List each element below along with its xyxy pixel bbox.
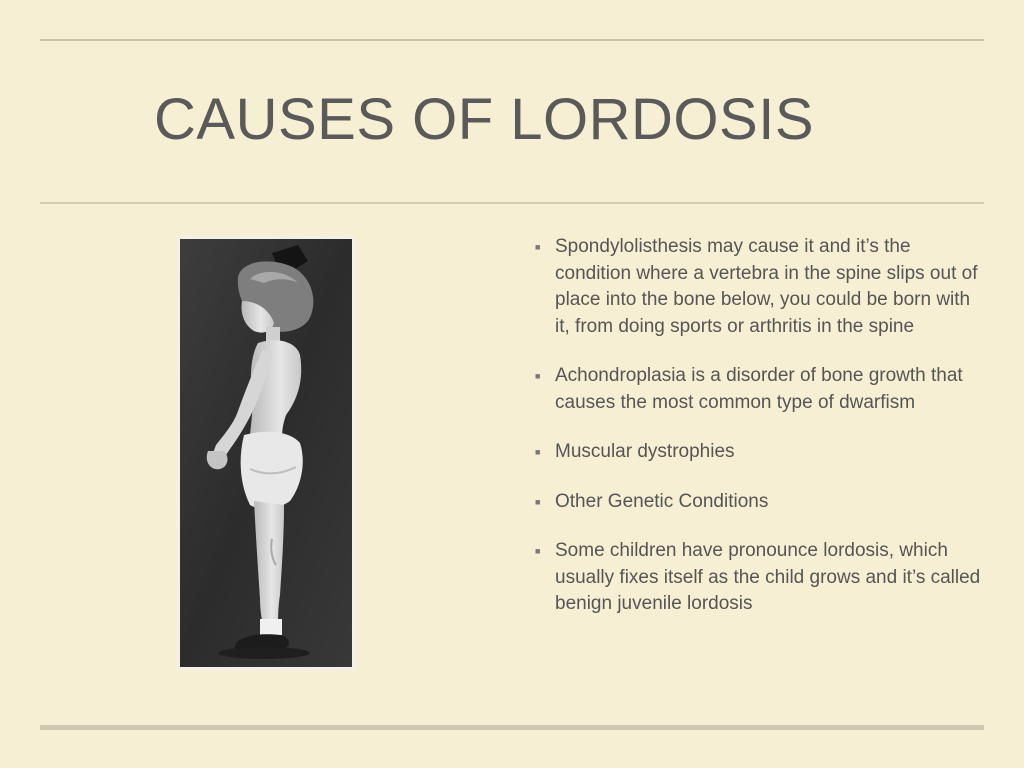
title-divider xyxy=(40,202,984,204)
list-item-text: Achondroplasia is a disorder of bone growth that causes the most common type of dwarfism xyxy=(555,365,963,413)
bullet-icon: ■ xyxy=(535,546,541,556)
list-item xyxy=(532,489,982,516)
bullet-icon: ■ xyxy=(535,371,541,381)
list-item-text: Muscular dystrophies xyxy=(555,441,735,462)
bottom-divider xyxy=(40,725,984,730)
list-item-text: Other Genetic Conditions xyxy=(555,490,769,512)
slide-title: CAUSES OF LORDOSIS xyxy=(154,87,815,152)
bullet-icon: ■ xyxy=(535,447,541,457)
list-item xyxy=(532,439,982,466)
child-photo xyxy=(177,236,355,670)
top-divider xyxy=(40,39,984,41)
bullet-icon: ■ xyxy=(535,496,541,507)
child-photo-image xyxy=(180,239,352,667)
cause-list xyxy=(532,234,982,641)
list-item xyxy=(532,538,982,618)
list-item xyxy=(532,234,982,340)
list-item-text: Some children have pronounce lordosis, which usually fixes itself as the child grows and it’s called benign juvenile lordosis xyxy=(555,540,981,614)
bullet-icon: ■ xyxy=(535,242,541,252)
list-item xyxy=(532,363,982,416)
list-item-text: Spondylolisthesis may cause it and it’s the condition where a vertebra in the spine slips out of place into the bone below, you could be born with it, from doing sports or arthritis in the spine xyxy=(555,236,978,337)
